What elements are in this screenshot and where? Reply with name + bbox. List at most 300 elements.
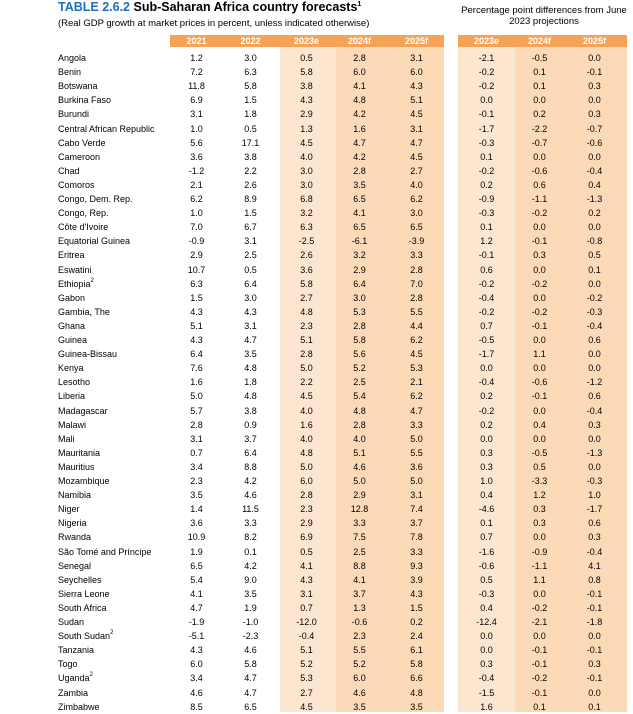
pp-diff-2023e-cell: 0.1 bbox=[480, 222, 493, 233]
growth-2024f-cell: 6.5 bbox=[353, 194, 366, 204]
growth-2021-cell: 1.0 bbox=[190, 208, 203, 219]
growth-2021-cell: -1.2 bbox=[188, 165, 205, 176]
country-label: Mali bbox=[58, 433, 75, 444]
growth-2025f-cell: 2.8 bbox=[410, 264, 423, 275]
growth-2023e-cell: 4.0 bbox=[300, 405, 313, 416]
growth-2023e-cell: 5.0 bbox=[300, 363, 313, 374]
growth-2021-cell: 2.3 bbox=[190, 476, 203, 486]
pp-diff-2025f-cell: 0.3 bbox=[588, 419, 601, 430]
table-row bbox=[0, 516, 633, 530]
pp-diff-2024f-cell: -0.6 bbox=[531, 377, 548, 388]
growth-2024f-cell: 4.8 bbox=[353, 95, 366, 106]
pp-header-bar bbox=[458, 35, 627, 47]
growth-2023e-cell: 0.5 bbox=[300, 53, 313, 63]
pp-diff-2025f-cell: 0.2 bbox=[588, 208, 601, 219]
table-row bbox=[0, 587, 633, 601]
pp-diff-2023e-cell: -0.4 bbox=[478, 673, 495, 684]
growth-2025f-cell: 6.1 bbox=[410, 645, 423, 656]
growth-2023e-cell: -12.0 bbox=[296, 617, 317, 627]
table-number: TABLE 2.6.2 bbox=[58, 0, 131, 14]
pp-diff-2024f-cell: -0.1 bbox=[531, 320, 548, 331]
growth-2025f-cell: 5.5 bbox=[410, 447, 423, 458]
pp-diff-2024f-cell: 0.3 bbox=[533, 250, 546, 261]
growth-2023e-cell: 5.3 bbox=[300, 673, 313, 684]
country-name bbox=[58, 234, 130, 248]
growth-2021-cell: 1.2 bbox=[190, 53, 203, 63]
country-label: Rwanda bbox=[58, 532, 92, 543]
growth-col-2023e: 2023e bbox=[293, 36, 320, 46]
growth-2021-cell: 4.3 bbox=[190, 335, 203, 345]
growth-2024f-cell: 5.5 bbox=[353, 645, 366, 656]
pp-diff-2025f-cell: -0.1 bbox=[586, 602, 603, 613]
growth-2025f-cell: 4.8 bbox=[410, 687, 423, 698]
growth-2023e-cell: 3.0 bbox=[300, 179, 313, 190]
growth-2023e-cell: 6.0 bbox=[300, 476, 313, 486]
pp-diff-2025f-cell: -0.4 bbox=[586, 165, 603, 176]
growth-2021-cell: -0.9 bbox=[188, 236, 205, 247]
pp-diff-2025f-cell: -0.4 bbox=[586, 320, 603, 331]
growth-2024f-cell: 2.8 bbox=[353, 53, 366, 63]
country-name bbox=[58, 643, 94, 657]
growth-2022-cell: -2.3 bbox=[242, 631, 259, 642]
growth-2022-cell: 11.5 bbox=[242, 504, 259, 515]
country-label: Gabon bbox=[58, 292, 86, 303]
country-name bbox=[58, 700, 100, 714]
country-name bbox=[58, 446, 100, 460]
growth-2025f-cell: 6.5 bbox=[410, 222, 423, 233]
table-title bbox=[58, 0, 369, 14]
pp-diff-2025f-cell: 0.0 bbox=[588, 53, 601, 63]
growth-2025f-cell: 7.8 bbox=[410, 532, 423, 543]
pp-diff-2024f-cell: -0.5 bbox=[531, 447, 548, 458]
growth-2024f-cell: -0.6 bbox=[351, 617, 368, 627]
pp-diff-2025f-cell: 0.6 bbox=[588, 518, 601, 529]
country-label: Eritrea bbox=[58, 250, 85, 261]
pp-diff-2025f-cell: 0.6 bbox=[588, 391, 601, 402]
country-label: Madagascar bbox=[58, 405, 108, 416]
table-row bbox=[0, 51, 633, 65]
growth-2022-cell: 4.3 bbox=[244, 306, 257, 317]
pp-diff-2024f-cell: 0.3 bbox=[533, 518, 546, 529]
pp-diff-2023e-cell: -0.6 bbox=[478, 560, 495, 571]
country-name bbox=[58, 192, 133, 206]
growth-2022-cell: 4.2 bbox=[244, 560, 257, 571]
country-name bbox=[58, 319, 85, 333]
growth-2024f-cell: 3.3 bbox=[353, 518, 366, 529]
country-name bbox=[58, 150, 100, 164]
country-label: Liberia bbox=[58, 391, 86, 402]
growth-2021-cell: 4.6 bbox=[190, 687, 203, 698]
growth-2024f-cell: 4.6 bbox=[353, 687, 366, 698]
growth-2023e-cell: 4.5 bbox=[300, 391, 313, 402]
table-row bbox=[0, 389, 633, 403]
growth-2025f-cell: 6.2 bbox=[410, 194, 423, 204]
country-label: Malawi bbox=[58, 419, 87, 430]
growth-2021-cell: 1.9 bbox=[190, 546, 203, 557]
growth-2022-cell: 17.1 bbox=[241, 137, 260, 148]
growth-2023e-cell: 4.1 bbox=[300, 560, 313, 571]
growth-2024f-cell: 4.1 bbox=[353, 81, 366, 92]
growth-2023e-cell: 6.9 bbox=[300, 532, 313, 543]
growth-2022-cell: 0.9 bbox=[244, 419, 257, 430]
pp-diff-2023e-cell: 0.1 bbox=[480, 151, 493, 162]
pp-diff-2024f-cell: 0.1 bbox=[533, 67, 546, 78]
growth-2025f-cell: 2.1 bbox=[410, 377, 423, 388]
growth-2024f-cell: 4.7 bbox=[353, 137, 366, 148]
growth-2024f-cell: 1.3 bbox=[353, 602, 366, 613]
pp-diff-2024f-cell: -2.2 bbox=[531, 123, 548, 134]
pp-diff-2024f-cell: 0.0 bbox=[533, 292, 546, 303]
pp-diff-2023e-cell: -0.4 bbox=[478, 377, 495, 388]
title-footnote-mark: 1 bbox=[357, 0, 362, 8]
table-row bbox=[0, 474, 633, 488]
growth-2024f-cell: 2.8 bbox=[353, 419, 366, 430]
country-name bbox=[58, 51, 86, 65]
pp-diff-2024f-cell: -0.1 bbox=[531, 659, 548, 670]
growth-2024f-cell: 2.8 bbox=[353, 165, 366, 176]
country-name bbox=[58, 361, 84, 375]
country-label: Tanzania bbox=[58, 645, 95, 656]
pp-diff-2023e-cell: 0.2 bbox=[480, 391, 493, 402]
table-row bbox=[0, 220, 633, 234]
growth-2022-cell: 3.8 bbox=[244, 405, 257, 416]
growth-2021-cell: 3.4 bbox=[190, 673, 203, 684]
growth-2023e-cell: 4.8 bbox=[300, 306, 313, 317]
growth-2021-cell: 3.5 bbox=[190, 490, 203, 501]
growth-2022-cell: 2.6 bbox=[244, 179, 257, 190]
growth-2022-cell: 4.6 bbox=[244, 645, 257, 656]
pp-diff-2024f-cell: -0.7 bbox=[531, 137, 548, 148]
growth-2024f-cell: 12.8 bbox=[350, 504, 369, 515]
country-label: Ghana bbox=[58, 320, 86, 331]
pp-diff-2024f-cell: 0.2 bbox=[533, 109, 546, 120]
country-name bbox=[58, 404, 108, 418]
table-row bbox=[0, 277, 633, 291]
growth-2025f-cell: 6.0 bbox=[410, 67, 423, 78]
growth-2025f-cell: 2.4 bbox=[410, 631, 423, 642]
growth-2025f-cell: -3.9 bbox=[408, 236, 425, 247]
growth-2025f-cell: 3.5 bbox=[410, 701, 423, 712]
table-row bbox=[0, 700, 633, 714]
table-row bbox=[0, 530, 633, 544]
country-name bbox=[58, 559, 91, 573]
country-label: Sierra Leone bbox=[58, 588, 110, 599]
growth-2024f-cell: 3.7 bbox=[353, 588, 366, 599]
growth-2025f-cell: 3.0 bbox=[410, 208, 423, 219]
pp-diff-2025f-cell: 0.1 bbox=[588, 701, 601, 712]
pp-diff-2023e-cell: 0.1 bbox=[480, 518, 493, 529]
growth-2025f-cell: 4.5 bbox=[410, 349, 423, 360]
table-row bbox=[0, 545, 633, 559]
pp-diff-2025f-cell: 0.6 bbox=[588, 335, 601, 345]
table-row bbox=[0, 446, 633, 460]
pp-diff-2025f-cell: -1.2 bbox=[586, 377, 603, 388]
pp-diff-2023e-cell: -0.4 bbox=[478, 292, 495, 303]
table-row bbox=[0, 686, 633, 700]
country-label: Chad bbox=[58, 165, 80, 176]
table-row bbox=[0, 136, 633, 150]
growth-2022-cell: 4.8 bbox=[244, 391, 257, 402]
pp-diff-2023e-cell: 0.0 bbox=[480, 363, 493, 374]
pp-diff-2024f-cell: 1.2 bbox=[533, 490, 546, 501]
growth-2021-cell: 10.7 bbox=[187, 264, 206, 275]
growth-2021-cell: 7.2 bbox=[190, 67, 203, 78]
country-label: Central African Republic bbox=[58, 123, 155, 134]
pp-diff-2024f-cell: -2.1 bbox=[531, 617, 548, 627]
country-label: Senegal bbox=[58, 560, 92, 571]
pp-diff-2024f-cell: -0.1 bbox=[531, 687, 548, 698]
growth-2025f-cell: 2.8 bbox=[410, 292, 423, 303]
pp-diff-2025f-cell: -0.6 bbox=[586, 137, 603, 148]
growth-2024f-cell: 2.9 bbox=[353, 264, 366, 275]
country-label: South Sudan bbox=[58, 631, 111, 642]
country-label: Congo, Rep. bbox=[58, 208, 109, 219]
growth-2023e-cell: 3.1 bbox=[300, 588, 313, 599]
table-subtitle: (Real GDP growth at market prices in percent, unless indicated otherwise) bbox=[58, 18, 370, 29]
pp-diff-2023e-cell: -0.2 bbox=[478, 81, 495, 92]
pp-diff-2024f-cell: 0.0 bbox=[533, 95, 546, 106]
table-row bbox=[0, 404, 633, 418]
country-name bbox=[58, 418, 86, 432]
pp-col-2025f: 2025f bbox=[582, 36, 607, 46]
growth-2022-cell: 3.1 bbox=[244, 236, 257, 247]
pp-diff-2025f-cell: 0.0 bbox=[588, 631, 601, 642]
pp-diff-2023e-cell: -1.6 bbox=[478, 546, 495, 557]
pp-diff-2023e-cell: 0.3 bbox=[480, 659, 493, 670]
country-name bbox=[58, 79, 98, 93]
country-name bbox=[58, 248, 85, 262]
pp-diff-2025f-cell: 0.3 bbox=[588, 659, 601, 670]
country-name bbox=[58, 516, 87, 530]
country-label: Cabo Verde bbox=[58, 137, 106, 148]
pp-diff-2025f-cell: 0.3 bbox=[588, 81, 601, 92]
country-name bbox=[58, 545, 151, 559]
growth-2023e-cell: 2.3 bbox=[300, 320, 313, 331]
pp-diff-2023e-cell: 0.3 bbox=[480, 447, 493, 458]
growth-2022-cell: 5.8 bbox=[244, 81, 257, 92]
growth-2022-cell: 4.7 bbox=[244, 673, 257, 684]
pp-diff-2024f-cell: -0.1 bbox=[531, 236, 548, 247]
pp-diff-2025f-cell: 0.1 bbox=[588, 264, 601, 275]
growth-2023e-cell: 0.7 bbox=[300, 602, 313, 613]
growth-2025f-cell: 3.7 bbox=[410, 518, 423, 529]
pp-diff-2024f-cell: 0.6 bbox=[533, 179, 546, 190]
country-label: Seychelles bbox=[58, 574, 102, 585]
pp-diff-2024f-cell: 0.5 bbox=[533, 461, 546, 472]
pp-diff-2024f-cell: 0.0 bbox=[533, 222, 546, 233]
growth-2021-cell: 1.0 bbox=[190, 123, 203, 134]
country-name bbox=[58, 136, 106, 150]
pp-diff-2024f-cell: -1.1 bbox=[531, 194, 548, 204]
growth-2025f-cell: 3.3 bbox=[410, 546, 423, 557]
footnote-mark: 2 bbox=[110, 630, 114, 637]
growth-2025f-cell: 4.3 bbox=[410, 588, 423, 599]
growth-2022-cell: 3.5 bbox=[244, 588, 257, 599]
country-label: São Tomé and Príncipe bbox=[58, 546, 152, 557]
growth-2022-cell: 2.2 bbox=[244, 165, 257, 176]
growth-2024f-cell: 5.2 bbox=[353, 659, 366, 670]
growth-2022-cell: 3.0 bbox=[244, 53, 257, 63]
pp-diff-2023e-cell: -0.3 bbox=[478, 208, 495, 219]
growth-2024f-cell: 1.6 bbox=[353, 123, 366, 134]
growth-2025f-cell: 7.0 bbox=[410, 278, 423, 289]
growth-2022-cell: 1.8 bbox=[244, 109, 257, 120]
table-title-block bbox=[58, 0, 369, 29]
pp-diff-2024f-cell: -0.2 bbox=[531, 602, 548, 613]
growth-2024f-cell: 4.0 bbox=[353, 433, 366, 444]
pp-diff-2025f-cell: 0.0 bbox=[588, 151, 601, 162]
growth-2021-cell: 5.1 bbox=[190, 320, 203, 331]
pp-diff-2025f-cell: -0.1 bbox=[586, 67, 603, 78]
country-label: Zimbabwe bbox=[58, 701, 100, 712]
growth-2021-cell: 6.3 bbox=[190, 278, 203, 289]
growth-2023e-cell: 0.5 bbox=[300, 546, 313, 557]
country-label: Ethiopia bbox=[58, 278, 91, 289]
table-row bbox=[0, 93, 633, 107]
pp-diff-2025f-cell: 1.0 bbox=[588, 490, 601, 501]
growth-2024f-cell: 4.6 bbox=[353, 461, 366, 472]
pp-diff-2025f-cell: 0.0 bbox=[588, 433, 601, 444]
growth-2022-cell: 2.5 bbox=[244, 250, 257, 261]
growth-2023e-cell: 4.0 bbox=[300, 151, 313, 162]
table-row bbox=[0, 150, 633, 164]
pp-diff-2024f-cell: 0.4 bbox=[533, 419, 546, 430]
country-name bbox=[58, 305, 110, 319]
country-name bbox=[58, 629, 113, 643]
country-name bbox=[58, 530, 91, 544]
growth-2025f-cell: 6.2 bbox=[410, 391, 423, 402]
pp-diff-2023e-cell: -0.3 bbox=[478, 137, 495, 148]
growth-2024f-cell: 5.6 bbox=[353, 349, 366, 360]
growth-2021-cell: 4.3 bbox=[190, 645, 203, 656]
country-name bbox=[58, 488, 91, 502]
pp-diff-2023e-cell: 1.6 bbox=[480, 701, 493, 712]
pp-diff-2024f-cell: -0.5 bbox=[531, 53, 548, 63]
growth-2025f-cell: 4.0 bbox=[410, 179, 423, 190]
pp-col-2024f: 2024f bbox=[527, 36, 552, 46]
country-name bbox=[58, 333, 87, 347]
growth-2023e-cell: 3.0 bbox=[300, 165, 313, 176]
growth-2022-cell: -1.0 bbox=[242, 617, 259, 627]
growth-2022-cell: 0.1 bbox=[244, 546, 257, 557]
pp-diff-2024f-cell: 0.0 bbox=[533, 532, 546, 543]
growth-2021-cell: 1.6 bbox=[190, 377, 203, 388]
growth-2024f-cell: 6.4 bbox=[353, 278, 366, 289]
growth-2021-cell: 1.5 bbox=[190, 292, 203, 303]
growth-2022-cell: 6.4 bbox=[244, 278, 257, 289]
growth-col-2022: 2022 bbox=[240, 36, 261, 46]
growth-2023e-cell: 4.5 bbox=[300, 137, 313, 148]
growth-2023e-cell: 2.3 bbox=[300, 504, 313, 515]
country-name bbox=[58, 671, 93, 685]
growth-2024f-cell: 5.4 bbox=[353, 391, 366, 402]
growth-2021-cell: 3.1 bbox=[190, 109, 203, 120]
country-name bbox=[58, 460, 95, 474]
pp-diff-2025f-cell: 0.0 bbox=[588, 349, 601, 360]
pp-diff-2025f-cell: -0.1 bbox=[586, 673, 603, 684]
growth-2023e-cell: 2.6 bbox=[300, 250, 313, 261]
country-label: Zambia bbox=[58, 687, 89, 698]
growth-2021-cell: 8.5 bbox=[190, 701, 203, 712]
growth-2024f-cell: 5.3 bbox=[353, 306, 366, 317]
growth-2023e-cell: 4.8 bbox=[300, 447, 313, 458]
table-row bbox=[0, 107, 633, 121]
country-name bbox=[58, 263, 92, 277]
pp-diff-2025f-cell: -1.3 bbox=[586, 447, 603, 458]
table-row bbox=[0, 432, 633, 446]
table-row bbox=[0, 361, 633, 375]
pp-diff-2024f-cell: -0.2 bbox=[531, 278, 548, 289]
growth-2023e-cell: 3.2 bbox=[300, 208, 313, 219]
growth-col-2025f: 2025f bbox=[404, 36, 429, 46]
country-label: Mozambique bbox=[58, 476, 110, 486]
growth-2023e-cell: 5.0 bbox=[300, 461, 313, 472]
growth-2021-cell: 10.9 bbox=[187, 532, 206, 543]
growth-2021-cell: 7.6 bbox=[190, 363, 203, 374]
table-row bbox=[0, 291, 633, 305]
pp-col-2023e: 2023e bbox=[473, 36, 500, 46]
pp-diff-2024f-cell: 0.1 bbox=[533, 81, 546, 92]
pp-diff-2024f-cell: -0.9 bbox=[531, 546, 548, 557]
growth-2021-cell: 2.9 bbox=[190, 250, 203, 261]
pp-diff-2023e-cell: -0.2 bbox=[478, 165, 495, 176]
growth-2022-cell: 3.3 bbox=[244, 518, 257, 529]
pp-diff-2024f-cell: 0.0 bbox=[533, 631, 546, 642]
growth-2022-cell: 4.6 bbox=[244, 490, 257, 501]
growth-2024f-cell: 5.0 bbox=[353, 476, 366, 486]
pp-diff-2023e-cell: -1.5 bbox=[478, 687, 495, 698]
growth-2022-cell: 6.4 bbox=[244, 447, 257, 458]
pp-diff-2023e-cell: 0.0 bbox=[480, 95, 493, 106]
country-label: Mauritius bbox=[58, 461, 95, 472]
pp-diff-2025f-cell: -1.3 bbox=[586, 194, 603, 204]
growth-2025f-cell: 9.3 bbox=[410, 560, 423, 571]
table-row bbox=[0, 122, 633, 136]
growth-2025f-cell: 0.2 bbox=[410, 617, 423, 627]
growth-2021-cell: 6.4 bbox=[190, 349, 203, 360]
country-name bbox=[58, 65, 81, 79]
country-name bbox=[58, 291, 85, 305]
table-title-text: Sub-Saharan Africa country forecasts bbox=[133, 0, 358, 14]
pp-diff-2023e-cell: -4.6 bbox=[478, 504, 495, 515]
pp-diff-2024f-cell: 0.1 bbox=[533, 701, 546, 712]
pp-diff-2025f-cell: 0.4 bbox=[588, 179, 601, 190]
growth-2023e-cell: 3.6 bbox=[300, 264, 313, 275]
growth-2021-cell: 6.2 bbox=[190, 194, 203, 204]
country-name bbox=[58, 206, 109, 220]
country-name bbox=[58, 601, 107, 615]
country-name bbox=[58, 587, 110, 601]
growth-2025f-cell: 4.3 bbox=[410, 81, 423, 92]
growth-2021-cell: 5.4 bbox=[190, 574, 203, 585]
pp-diff-2025f-cell: -0.1 bbox=[586, 645, 603, 656]
growth-2025f-cell: 3.9 bbox=[410, 574, 423, 585]
pp-diff-2025f-cell: -0.3 bbox=[586, 306, 603, 317]
pp-diff-2025f-cell: 0.0 bbox=[588, 278, 601, 289]
growth-2024f-cell: 6.0 bbox=[353, 673, 366, 684]
pp-diff-2023e-cell: 0.5 bbox=[480, 574, 493, 585]
growth-2022-cell: 0.5 bbox=[244, 264, 257, 275]
growth-2022-cell: 6.5 bbox=[244, 701, 257, 712]
pp-diff-2023e-cell: 1.0 bbox=[480, 476, 493, 486]
growth-2025f-cell: 3.3 bbox=[410, 250, 423, 261]
country-label: Togo bbox=[58, 659, 78, 670]
table-row bbox=[0, 488, 633, 502]
country-name bbox=[58, 615, 84, 629]
country-label: Uganda bbox=[58, 673, 90, 684]
growth-2023e-cell: 3.8 bbox=[300, 81, 313, 92]
pp-diff-2023e-cell: -0.2 bbox=[478, 278, 495, 289]
